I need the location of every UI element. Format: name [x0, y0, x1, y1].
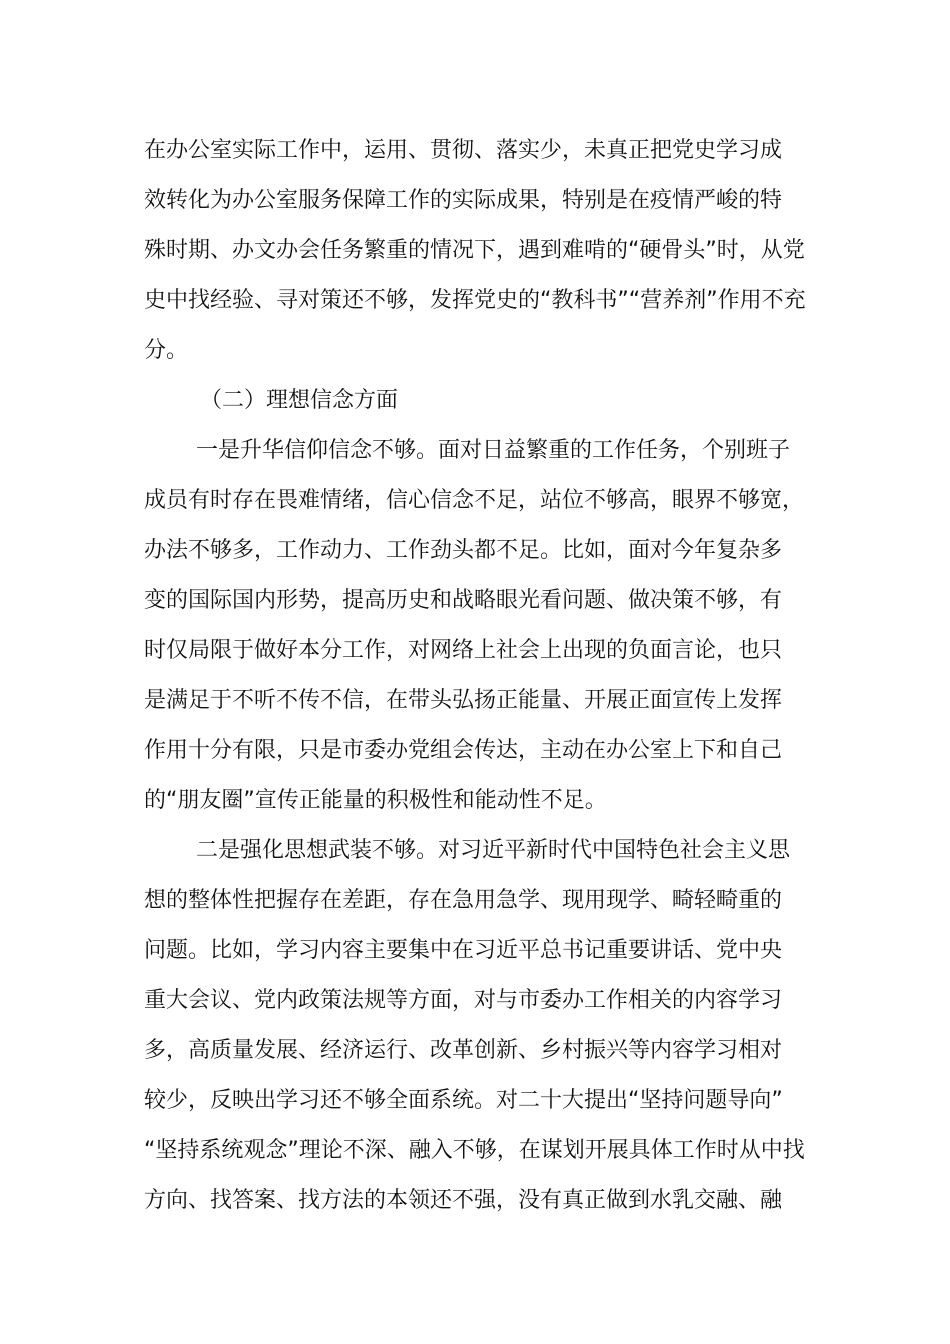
text-line: 分。	[144, 338, 189, 363]
text-line: 办法不够多，工作动力、工作劲头都不足。比如，面对今年复杂多	[144, 538, 783, 563]
text-line: 效转化为办公室服务保障工作的实际成果，特别是在疫情严峻的特	[144, 188, 783, 213]
text-line: “坚持系统观念”理论不深、融入不够，在谋划开展具体工作时从中找	[144, 1138, 805, 1163]
paragraph-first-line: 一是升华信仰信念不够。面对日益繁重的工作任务，个别班子	[196, 438, 791, 463]
text-line: 想的整体性把握存在差距，存在急用急学、现用现学、畸轻畸重的	[144, 888, 783, 913]
text-line: 作用十分有限，只是市委办党组会传达，主动在办公室上下和自己	[144, 738, 783, 763]
text-line: 成员有时存在畏难情绪，信心信念不足，站位不够高，眼界不够宽，	[144, 488, 805, 513]
section-heading: （二）理想信念方面	[200, 388, 399, 413]
text-line: 的“朋友圈”宣传正能量的积极性和能动性不足。	[144, 788, 607, 813]
text-line: 在办公室实际工作中，运用、贯彻、落实少，未真正把党史学习成	[144, 138, 783, 163]
text-line: 多，高质量发展、经济运行、改革创新、乡村振兴等内容学习相对	[144, 1038, 783, 1063]
text-line: 方向、找答案、找方法的本领还不强，没有真正做到水乳交融、融	[144, 1188, 783, 1213]
document-body	[144, 126, 824, 1226]
text-line: 变的国际国内形势，提高历史和战略眼光看问题、做决策不够，有	[144, 588, 783, 613]
text-line: 殊时期、办文办会任务繁重的情况下，遇到难啃的“硬骨头”时，从党	[144, 238, 805, 263]
text-line: 重大会议、党内政策法规等方面，对与市委办工作相关的内容学习	[144, 988, 783, 1013]
text-line: 史中找经验、寻对策还不够，发挥党史的“教科书”“营养剂”作用不充	[144, 288, 806, 313]
text-line: 较少，反映出学习还不够全面系统。对二十大提出“坚持问题导向”	[144, 1088, 783, 1113]
paragraph-first-line: 二是强化思想武装不够。对习近平新时代中国特色社会主义思	[196, 838, 791, 863]
text-line: 是满足于不听不传不信，在带头弘扬正能量、开展正面宣传上发挥	[144, 688, 783, 713]
text-line: 问题。比如，学习内容主要集中在习近平总书记重要讲话、党中央	[144, 938, 783, 963]
text-line: 时仅局限于做好本分工作，对网络上社会上出现的负面言论，也只	[144, 638, 783, 663]
